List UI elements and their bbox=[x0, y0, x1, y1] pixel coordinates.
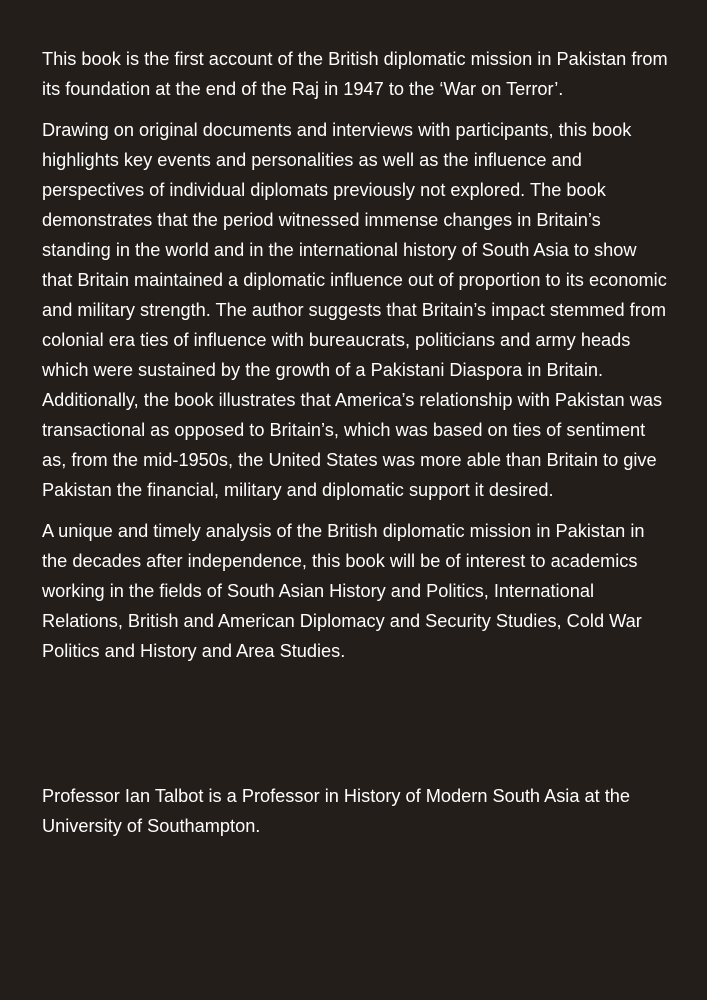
description-paragraph-2: Drawing on original documents and interviews with participants, this book highlights key events and personalities as well as the influence and perspectives of individual diplomats previously not explored. The book demonstrates that the period witnessed immense changes in Britain’s standing in the world and in the international history of South Asia to show that Britain maintained a diplomatic influence out of proportion to its economic and military strength. The author suggests that Britain’s impact stemmed from colonial era ties of influence with bureaucrats, politicians and army heads which were sustained by the growth of a Pakistani Diaspora in Britain. Additionally, the book illustrates that America’s relationship with Pakistan was transactional as opposed to Britain’s, which was based on ties of sentiment as, from the mid-1950s, the United States was more able than Britain to give Pakistan the financial, military and diplomatic support it desired. bbox=[42, 120, 667, 500]
author-bio: Professor Ian Talbot is a Professor in History of Modern South Asia at the University of Southampton. bbox=[42, 786, 631, 836]
description-paragraph-1: This book is the first account of the British diplomatic mission in Pakistan from its foundation at the end of the Raj in 1947 to the ‘War on Terror’. bbox=[42, 49, 668, 99]
description-paragraph-3: A unique and timely analysis of the British diplomatic mission in Pakistan in the decades after independence, this book will be of interest to academics working in the fields of South Asian History and Politics, International Relations, British and American Diplomacy and Security Studies, Cold War Politics and History and Area Studies. bbox=[42, 521, 645, 661]
book-description bbox=[42, 44, 670, 677]
